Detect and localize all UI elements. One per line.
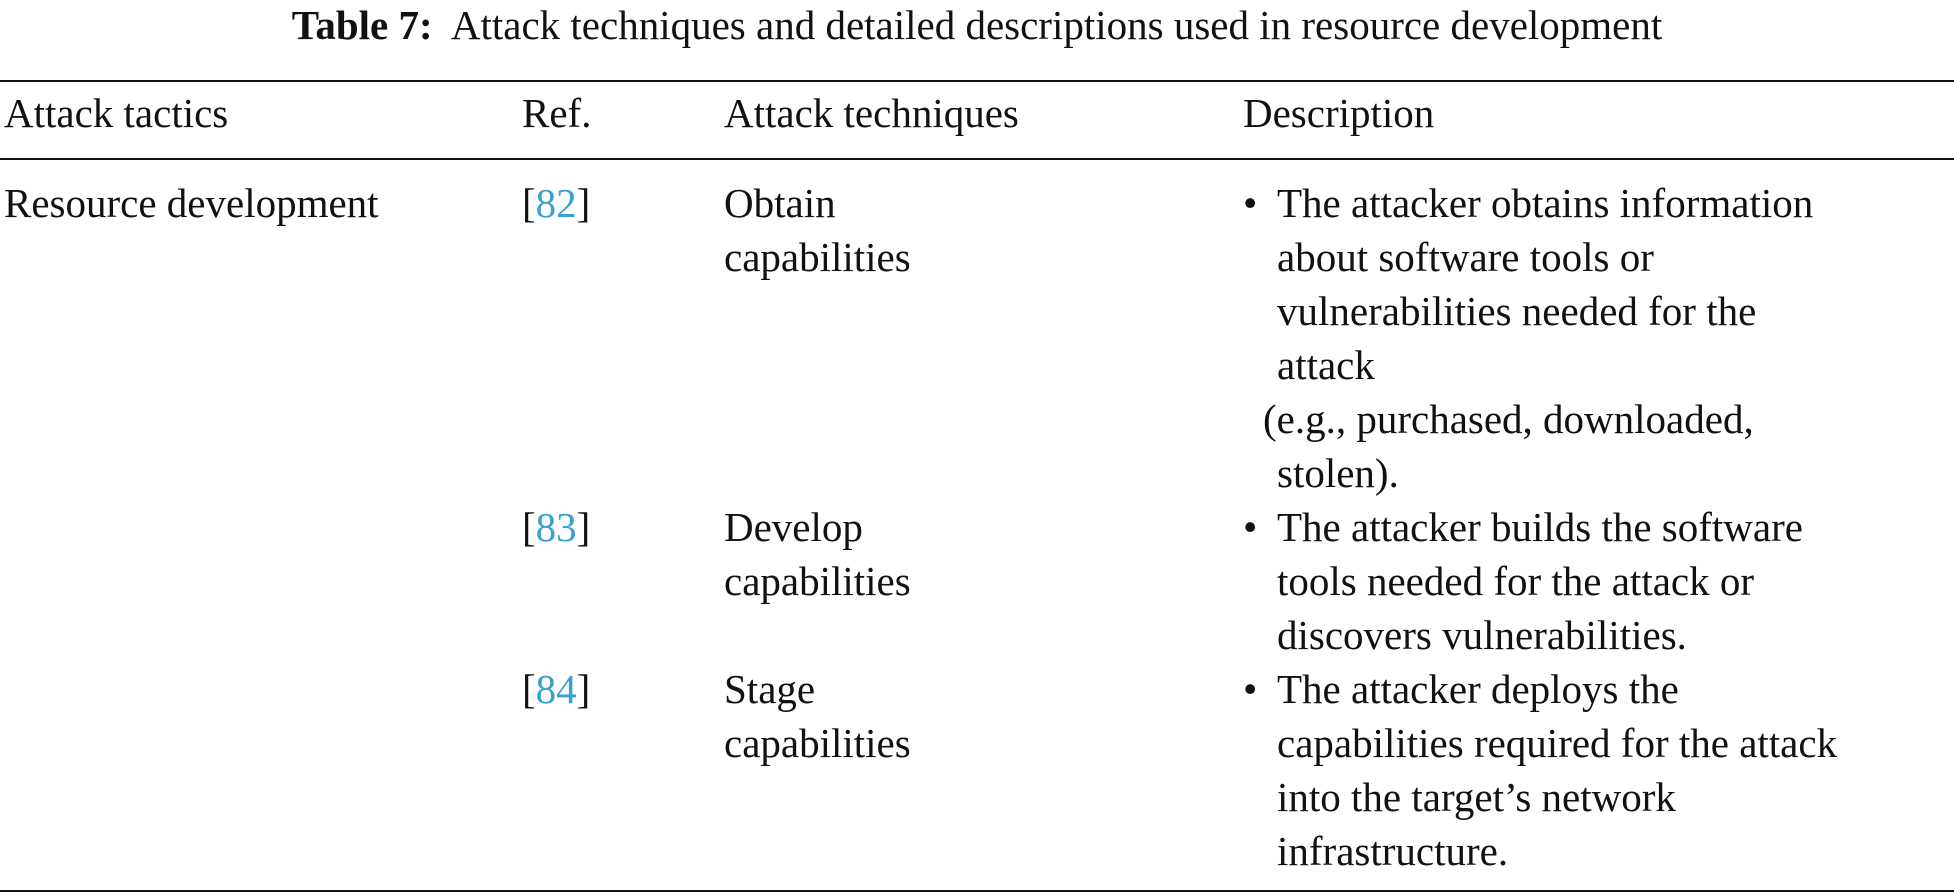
caption-text: Attack techniques and detailed descriptions used in resource development [450,2,1663,48]
technique-line: capabilities [724,720,911,766]
technique-stage-capabilities [724,662,911,770]
description-line: (e.g., purchased, downloaded, [1263,396,1754,442]
technique-obtain-capabilities [724,176,911,284]
description-develop-capabilities [1277,500,1803,662]
table-header-rule [0,158,1954,160]
ref-bracket-close: ] [576,180,591,226]
description-line: into the target’s network [1277,774,1676,820]
technique-line: Stage [724,666,816,712]
caption-label: Table 7: [291,2,433,48]
header-description: Description [1243,90,1435,136]
bullet-marker: • [1243,180,1258,226]
description-line: stolen). [1277,450,1399,496]
table-top-rule [0,80,1954,82]
table-row-ref [522,500,590,554]
description-stage-capabilities [1277,662,1837,878]
technique-line: capabilities [724,234,911,280]
header-attack-tactics: Attack tactics [4,90,229,136]
bullet-marker: • [1243,666,1258,712]
ref-bracket-open: [ [522,666,536,712]
description-line: infrastructure. [1277,828,1509,874]
tactic-resource-development: Resource development [4,180,379,226]
ref-bracket-open: [ [522,180,536,226]
technique-line: Develop [724,504,863,550]
description-line: capabilities required for the attack [1277,720,1838,766]
table-row-ref [522,662,590,716]
header-ref: Ref. [522,90,592,136]
ref-link-83[interactable]: 83 [535,504,577,550]
technique-line: capabilities [724,558,911,604]
description-line: discovers vulnerabilities. [1277,612,1687,658]
description-line: tools needed for the attack or [1277,558,1755,604]
table-bottom-rule [0,890,1954,892]
technique-line: Obtain [724,180,836,226]
table-caption [0,0,1954,50]
ref-bracket-open: [ [522,504,536,550]
description-line: The attacker deploys the [1277,666,1679,712]
description-line: about software tools or [1277,234,1654,280]
header-attack-techniques: Attack techniques [724,90,1019,136]
description-obtain-capabilities [1263,176,1814,500]
bullet-marker: • [1243,504,1258,550]
description-line: vulnerabilities needed for the [1277,288,1757,334]
description-line: The attacker obtains information [1277,180,1814,226]
description-line: The attacker builds the software [1277,504,1803,550]
ref-link-84[interactable]: 84 [535,666,577,712]
technique-develop-capabilities [724,500,911,608]
ref-link-82[interactable]: 82 [535,180,577,226]
ref-bracket-close: ] [576,666,591,712]
description-line: attack [1277,342,1375,388]
ref-bracket-close: ] [576,504,591,550]
table-row-ref [522,176,590,230]
